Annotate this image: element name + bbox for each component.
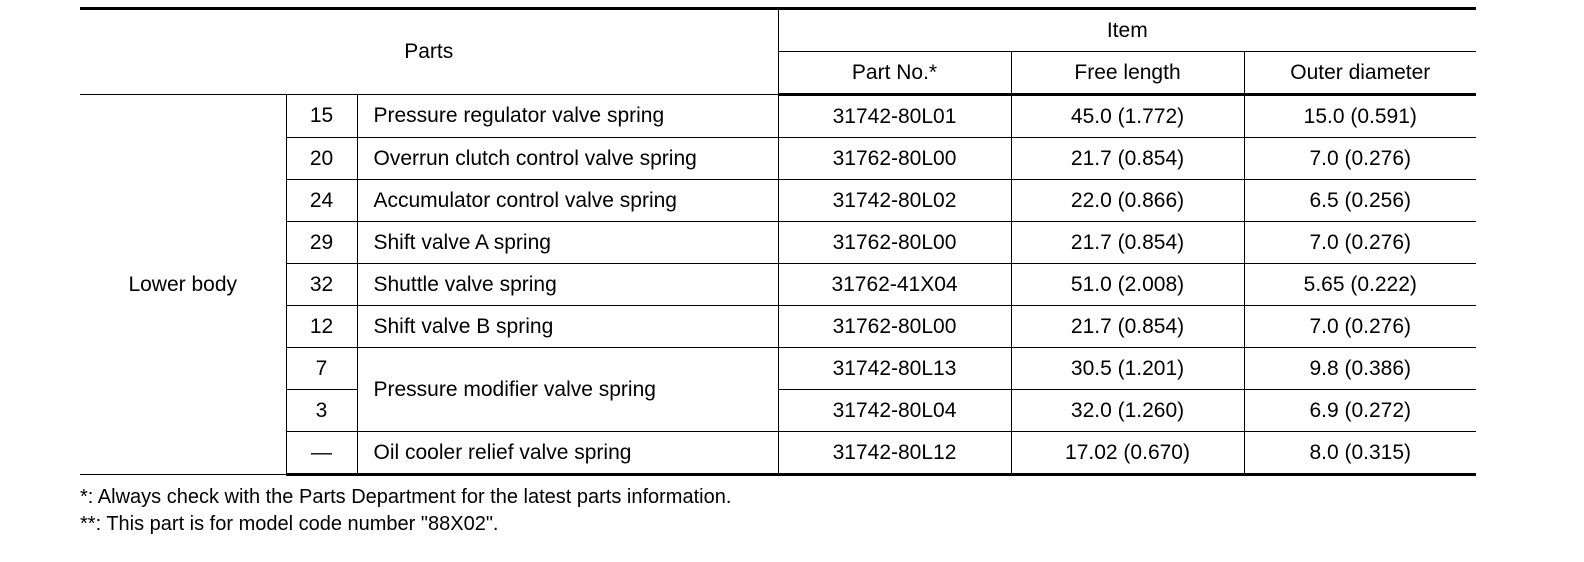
outer-diameter-value: 15.0 (0.591) <box>1244 95 1476 138</box>
table-row <box>80 222 1476 264</box>
outer-diameter-value: 5.65 (0.222) <box>1244 264 1476 306</box>
outer-diameter-value: 7.0 (0.276) <box>1244 306 1476 348</box>
outer-diameter-value: 6.9 (0.272) <box>1244 390 1476 432</box>
row-number: — <box>286 432 357 475</box>
part-no-header: Part No.* <box>778 52 1011 95</box>
part-number: 31742-80L04 <box>778 390 1011 432</box>
part-number: 31742-80L13 <box>778 348 1011 390</box>
row-number: 12 <box>286 306 357 348</box>
free-length-value: 51.0 (2.008) <box>1011 264 1244 306</box>
row-number: 29 <box>286 222 357 264</box>
free-length-value: 17.02 (0.670) <box>1011 432 1244 475</box>
row-number: 24 <box>286 180 357 222</box>
footnotes <box>80 484 731 538</box>
table-row <box>80 432 1476 475</box>
footnote-model-code: **: This part is for model code number "88X02". <box>80 513 499 535</box>
part-name: Shift valve A spring <box>357 222 778 264</box>
free-length-value: 21.7 (0.854) <box>1011 222 1244 264</box>
table-row <box>80 390 1476 432</box>
free-length-value: 32.0 (1.260) <box>1011 390 1244 432</box>
part-name: Shuttle valve spring <box>357 264 778 306</box>
part-name: Overrun clutch control valve spring <box>357 138 778 180</box>
row-number: 15 <box>286 95 357 138</box>
outer-diameter-value: 8.0 (0.315) <box>1244 432 1476 475</box>
table-row <box>80 138 1476 180</box>
part-number: 31762-80L00 <box>778 138 1011 180</box>
part-name: Oil cooler relief valve spring <box>357 432 778 475</box>
free-length-value: 30.5 (1.201) <box>1011 348 1244 390</box>
row-number: 32 <box>286 264 357 306</box>
free-length-value: 21.7 (0.854) <box>1011 306 1244 348</box>
row-number: 3 <box>286 390 357 432</box>
outer-diameter-value: 6.5 (0.256) <box>1244 180 1476 222</box>
row-number: 7 <box>286 348 357 390</box>
spring-spec-table <box>80 7 1476 476</box>
part-number: 31762-41X04 <box>778 264 1011 306</box>
free-length-value: 45.0 (1.772) <box>1011 95 1244 138</box>
footnote-parts-department: *: Always check with the Parts Department for the latest parts information. <box>80 486 732 508</box>
outer-diameter-value: 7.0 (0.276) <box>1244 138 1476 180</box>
group-label: Lower body <box>80 95 286 475</box>
outer-diameter-value: 9.8 (0.386) <box>1244 348 1476 390</box>
free-length-value: 21.7 (0.854) <box>1011 138 1244 180</box>
table-row <box>80 348 1476 390</box>
part-name: Pressure modifier valve spring <box>357 348 778 432</box>
part-name: Accumulator control valve spring <box>357 180 778 222</box>
part-name: Pressure regulator valve spring <box>357 95 778 138</box>
table-row <box>80 95 1476 138</box>
part-number: 31762-80L00 <box>778 306 1011 348</box>
outer-diameter-value: 7.0 (0.276) <box>1244 222 1476 264</box>
free-length-value: 22.0 (0.866) <box>1011 180 1244 222</box>
parts-header: Parts <box>80 9 778 95</box>
free-length-header: Free length <box>1011 52 1244 95</box>
part-name: Shift valve B spring <box>357 306 778 348</box>
part-number: 31742-80L02 <box>778 180 1011 222</box>
outer-diameter-header: Outer diameter <box>1244 52 1476 95</box>
part-number: 31742-80L01 <box>778 95 1011 138</box>
row-number: 20 <box>286 138 357 180</box>
part-number: 31742-80L12 <box>778 432 1011 475</box>
table-row <box>80 264 1476 306</box>
item-header: Item <box>778 9 1476 52</box>
table-row <box>80 306 1476 348</box>
part-number: 31762-80L00 <box>778 222 1011 264</box>
table-row <box>80 180 1476 222</box>
